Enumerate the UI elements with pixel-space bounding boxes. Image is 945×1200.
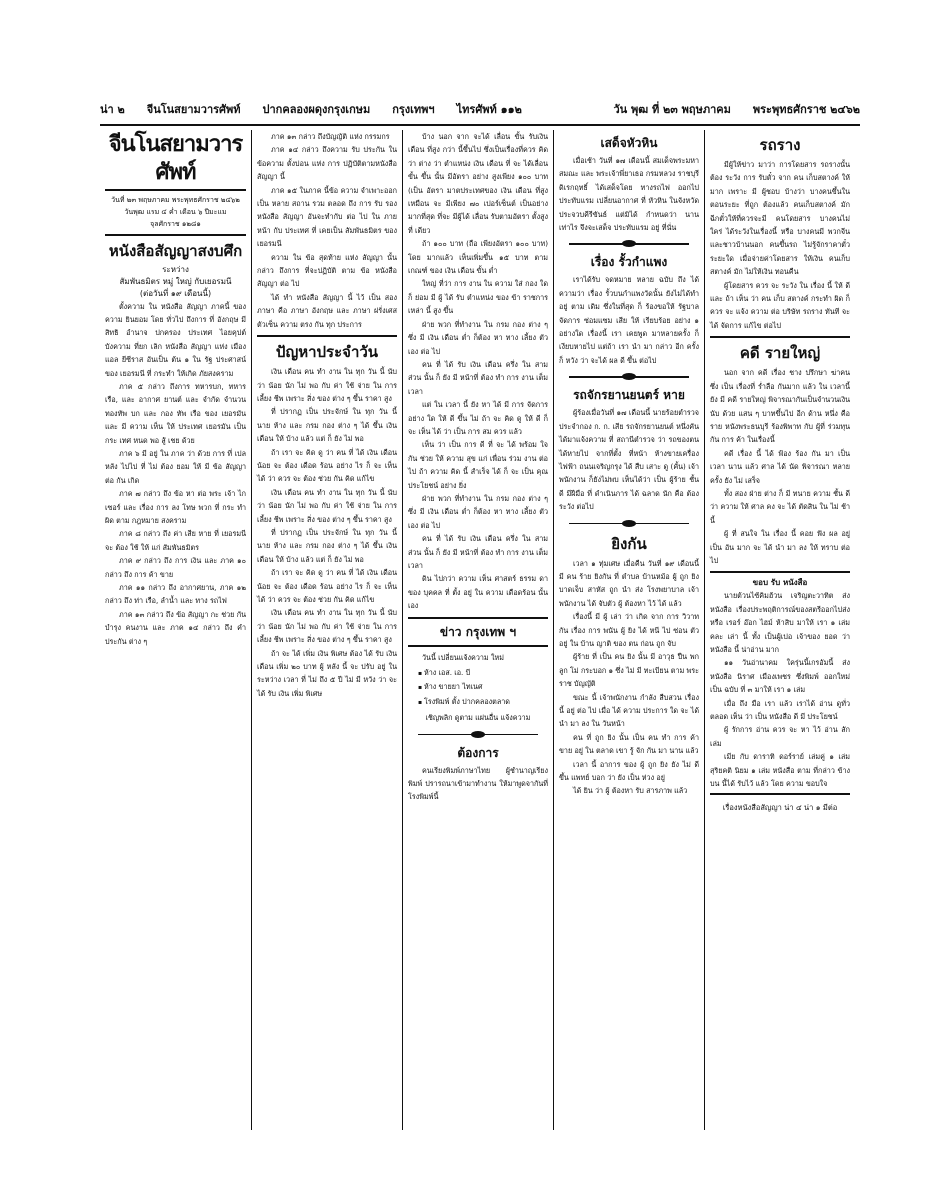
salary-paragraph: ฝ่าย พวก ที่ทำงาน ใน กรม กอง ต่าง ๆ ซึ่ง มี เงิน เดือน ต่ำ ก็ต้อง หา ทาง เลี้ยง ตัว เอง ต่อ ไป [408, 493, 548, 530]
treaty-paragraph: ภาค ๗ กล่าว ถึง ข้อ หา ต่อ พระ เจ้า ไกเซอร์ และ เรื่อง การ ลง โทษ พวก ที่ กระ ทำ ผิด ตาม กฎหมาย สงคราม [105, 489, 246, 525]
tram-paragraph: มีผู้ให้ข่าว มาว่า การโดยสาร รถรางนั้น ต้อง ระวัง การ รับตั๋ว จาก คน เก็บสตางค์ ให้มาก เพราะ มี ผู้ชอบ บ้างว่า บางคนขึ้นใน ตอนระยะ ที่ถูก ต้องแล้ว คนเก็บสตางค์ มัก ฉีกตั๋วให้ที่ควรจะมี คนโดยสาร บางคนไม่ ใคร่ ได้ระวังในเรื่องนี้ หรือ บางคนมี พวกจีน และชาวบ้านนอก คนขึ้นรถ ไม่รู้จักราคาตั๋ว ระยะใด เมื่อจ่ายค่าโดยสาร ให้เงิน คนเก็บสตางค์ มัก ไม่ให้เงิน ทอนคืน [710, 160, 850, 277]
salary-paragraph: ฝ่าย พวก ที่ทำงาน ใน กรม กอง ต่าง ๆ ซึ่ง มี เงิน เดือน ต่ำ ก็ต้อง หา ทาง เลี้ยง ตัว เอง ต่อ ไป [408, 319, 548, 356]
header-date: วัน พุฒ ที่ ๒๓ พฤษภาคม [613, 103, 731, 116]
treaty-parties: สัมพันธมิตร หมู่ ใหญ่ กับเยอรมนี [119, 276, 232, 286]
treaty-continuation: (ต่อวันที่ ๑๙ เดือนนี้) [139, 288, 212, 298]
header-telephone: ไทรศัพท์ ๑๑๒ [456, 103, 522, 116]
ornament-divider [569, 239, 689, 248]
wanted-text: คนเรียงพิมพ์ภาษาไทย ผู้ชำนาญเรียงพิมพ์ ปรารถนาเข้ามาทำงาน ให้มาพูดจากันที่โรงพิมพ์นี้ [408, 765, 548, 802]
tram-paragraph: ผู้โดยสาร ควร จะ ระวัง ใน เรื่อง นี้ ให้ ดี และ ถ้า เห็น ว่า คน เก็บ สตางค์ กระทำ ผิด ก็ ควร จะ แจ้ง ความ ต่อ บริษัท รถราง ทันที จะ ได้ จัดการ แก้ไข ต่อไป [710, 280, 850, 330]
salary-paragraph: ดิน ไปกว่า ความ เห็น ศาสตร์ ธรรม ดา ของ บุคคล ที่ ตั้ง อยู่ ใน ความ เดือดร้อน นั้น เอง [408, 574, 548, 611]
royal-visit-paragraph: เมื่อเช้า วันที่ ๑๗ เดือนนี้ สมเด็จพระมหาสมณะ และ พระเจ้าพี่ยาเธอ กรมหลวง ราชบุรีดิเรกฤทธิ์ ได้เสด็จโดย ทางรถไฟ ออกไป ประทับแรม เปลี่ยนอากาศ ที่ หัวหิน ในจังหวัด ประจวบคีรีขันธ์ แต่มิได้ กำหนดว่า นานเท่าไร จึงจะเสด็จ ประทับแรม อยู่ ที่นั่น [559, 156, 699, 233]
newspaper-page [100, 96, 860, 1136]
treaty-part-paragraph: ภาค ๑๔ กล่าว ถึงความ รับ ประกัน ใน ข้อความ ตั้งบ่อน แห่ง การ ปฏิบัติตามหนังสือ สัญญา นี้ [257, 145, 397, 182]
footer-rule [710, 793, 850, 795]
column-1 [100, 130, 251, 1130]
bicycle-theft-paragraph: ผู้ร้องเมื่อวันที่ ๑๗ เดือนนี้ นายร้อยตำรวจ ประจำกอง ก. ก. เสีย รถจักรยานยนต์ หนึ่งคัน ได้มาแจ้งความ ที่ สถานีตำรวจ ว่า รถของตน ได้หายไป จากที่ตั้ง ที่หน้า ห้างขายเครื่องไฟฟ้า ถนนเจริญกรุง ได้ สืบ เสาะ ดู (คั้น) เจ้าพนักงาน ก็ยังไม่พบ เห็นได้ว่า เป็น ผู้ร้าย ชั้น ดี มีฝีมือ ที่ ดำเนินการ ได้ ฉลาด นัก คือ ต้อง ระวัง ต่อไป [559, 408, 699, 512]
masthead-lunar-date: วันพุฒ แรม ๔ ค่ำ เดือน ๖ ปีมะแม [124, 207, 227, 216]
treaty-part-paragraph: ภาค ๑๕ ในภาค นี้ข้อ ความ จำเพาะออก เป็น หลาย สถาน รวม ตลอด ถึง การ รับ รอง หนังสือ สัญญา อันจะทำกับ ต่อ ไป ใน ภาย หน้า กับ ประเทศ ที่ เคยเป็น สัมพันธมิตร ของ เยอรมนี [257, 185, 397, 249]
salary-paragraph: บ้าง นอก จาก จะได้ เลื่อน ขั้น รับเงิน เดือน ที่สูง กว่า นี้ขึ้นไป ซึ่งเป็นเรื่องที่ควร คิดว่า ต่าง ว่า ตำแหน่ง เงิน เดือน ที่ จะ ได้เลื่อน ขั้น ขึ้น นั้น มีอัตรา อย่าง สูงเพียง ๑๐๐ บาท (เป็น อัตรา มาตประเทศของ เงิน เดือน ที่สูงเหมือน จะ มีเพียง ๗๐ เปอร์เซ็นต์ เป็นอย่าง มากที่สุด ที่จะ มีผู้ได้ เลื่อน รับตามอัตรา ตั้งสูง ที่ เดียว [408, 132, 548, 235]
page-number: น่า ๒ [100, 103, 125, 116]
treaty-subtitle: ระหว่าง [162, 264, 189, 274]
daily-problems-paragraph: ที่ ปรากฏ เป็น ประจักษ์ ใน ทุก วัน นี้ นาย ห้าง และ กรม กอง ต่าง ๆ ได้ ขึ้น เงิน เดือน ให้ บ้าง แล้ว แต่ ก็ ยัง ไม่ พอ [257, 527, 397, 564]
thanks-paragraph: ๑๑ วันอ่านาคม ใครุ่นนี้เกรอัมนี้ ส่งหนังสือ นิราศ เมืองเพชร ซึ่งพิมพ์ ออกใหม่ เป็น ฉบับ ที่ ๓ มาให้ เรา ๑ เล่ม [710, 658, 850, 695]
bangkok-news-item: ▪ โรงพิมพ์ ตั้ง ปากคลองตลาด [418, 695, 548, 709]
palisade-headline: เรื่อง รั้วกำแพง [590, 255, 668, 270]
daily-problems-headline: ปัญหาประจำวัน [275, 343, 379, 362]
treaty-part-paragraph: ภาค ๑๓ กล่าว ถึงบัญญัติ แห่ง กรรมกร [271, 132, 390, 141]
treaty-paragraph: ภาค ๕ กล่าว ถึงการ ทหารบก, ทหาร เรือ, และ อากาศ ยานต์ และ จำกัด จำนวน ทองทัพ บก และ กอง ทัพ เรือ ของ เยอรมัน และ มี ความ เห็น ให้ ประเทศ เยอรมัน เป็น กระ เทศ หนด พอ สู้ เชย ด้วย [105, 381, 246, 445]
masthead-era: จุลศักราช ๑๒๘๑ [150, 219, 201, 228]
thanks-paragraph: เมื่อ ถึง มือ เรา แล้ว เราได้ อ่าน ดูทั่ว ตลอด เห็น ว่า เป็น หนังสือ ดี มี ประโยชน์ [710, 698, 850, 722]
thanks-paragraph: นายต้วนไซ้คิมฮ้วน เจริญตะวาทิต ส่งหนังสือ เรื่องประพฤติการณ์ของสตรีออกไปส่ง หรือ เรอร์ อ๊อก ไฮม์ ห้าสิบ มาให้ เรา ๑ เล่ม คละ เล่า นี้ ทั้ง เป็นผู้เปอ เจ้าของ ยอด ว่า หนังสือ นี้ น่าอ่าน มาก [710, 591, 850, 654]
shooting-paragraph: คน ที่ ถูก ยิง นั้น เป็น คน ทำ การ ค้า ขาย อยู่ ใน ตลาด เขา รู้ จัก กัน มา นาน แล้ว [559, 732, 699, 756]
masthead-rule [105, 189, 246, 191]
treaty-paragraph: ภาค ๑๓ กล่าว ถึง ข้อ สัญญา กะ ช่วย กัน บำรุง คนงาน และ ภาค ๑๔ กล่าว ถึง คำ ประกัน ต่าง ๆ [105, 609, 246, 646]
daily-problems-paragraph: เงิน เดือน คน ทำ งาน ใน ทุก วัน นี้ นับ ว่า น้อย นัก ไม่ พอ กับ ค่า ใช้ จ่าย ใน การ เลี้ยง ชีพ เพราะ สิ่ง ของ ต่าง ๆ ขึ้น ราคา สูง [257, 487, 397, 524]
header-era: พระพุทธศักราช ๒๔๖๒ [752, 103, 860, 116]
daily-problems-paragraph: เงิน เดือน คน ทำ งาน ใน ทุก วัน นี้ นับ ว่า น้อย นัก ไม่ พอ กับ ค่า ใช้ จ่าย ใน การ เลี้ยง ชีพ เพราะ สิ่ง ของ ต่าง ๆ ขึ้น ราคา สูง [257, 608, 397, 645]
big-case-paragraph: คดี เรื่อง นี้ ได้ ฟ้อง ร้อง กัน มา เป็น เวลา นาน แล้ว ศาล ได้ นัด พิจารณา หลาย ครั้ง ยัง ไม่ เสร็จ [710, 448, 850, 485]
treaty-paragraph: ภาค ๖ มี อยู่ ใน ภาค ว่า ด้วย การ ที่ เปลหลัง ไปไป ที่ ไม่ ต้อง ยอม ให้ มี ข้อ สัญญา ต่อ กัน เกิด [105, 448, 246, 485]
column-5 [704, 130, 855, 1130]
continued-note: เรื่องหนังสือสัญญา น่า ๔ น่า ๑ มีต่อ [722, 802, 838, 812]
header-publisher: ปากคลองผดุงกรุงเกษม [262, 103, 371, 116]
salary-paragraph: คน ที่ ได้ รับ เงิน เดือน ครึ่ง ใน สาม ส่วน นั้น ก็ ยัง มี หน้าที่ ต้อง ทำ การ งาน เต็ม เวลา [408, 534, 548, 570]
daily-problems-paragraph: ถ้า เรา จะ คิด ดู ว่า คน ที่ ได้ เงิน เดือน น้อย จะ ต้อง เดือด ร้อน อย่าง ไร ก็ จะ เห็น ได้ ว่า ควร จะ ต้อง ช่วย กัน คิด แก้ไข [257, 568, 397, 604]
shooting-paragraph: เรื่องนี้ มี ผู้ เล่า ว่า เกิด จาก การ วิวาท กัน เรื่อง การ พนัน ผู้ ยิง ได้ หนี ไป ซ่อน ตัว อยู่ ใน บ้าน ญาติ ของ ตน ก่อน ถูก จับ [559, 612, 699, 648]
column-2 [251, 130, 402, 1130]
palisade-paragraph: เราได้รับ จดหมาย หลาย ฉบับ ถึง ได้ความว่า เรื่อง รั้วบนกำแพงวัดนั้น ยังไม่ได้ทำ อยู่ ตาม เดิม ซึ่งในที่สุด ก็ ร้องขอให้ รัฐบาล จัดการ ซ่อมแซม เสีย ให้ เรียบร้อย อย่าง ๑ อย่างใด เรื่องนี้ เรา เคยพูด มาหลายครั้ง ก็เงียบหายไป แต่ถ้า เรา นำ มา กล่าว อีก ครั้ง ก็ หวัง ว่า จะได้ ผล ดี ขึ้น ต่อไป [559, 275, 699, 365]
section-rule [257, 335, 397, 337]
treaty-headline: หนังสือสัญญาสงบศึก [108, 241, 243, 260]
ornament-divider [569, 372, 689, 381]
daily-problems-paragraph: เงิน เดือน คน ทำ งาน ใน ทุก วัน นี้ นับ ว่า น้อย นัก ไม่ พอ กับ ค่า ใช้ จ่าย ใน การ เลี้ยง ชีพ เพราะ สิ่ง ของ ต่าง ๆ ขึ้น ราคา สูง [257, 367, 397, 403]
running-header [100, 96, 860, 122]
treaty-paragraph: ภาค ๘ กล่าว ถึง ค่า เสีย หาย ที่ เยอรมนี จะ ต้อง ใช้ ให้ แก่ สัมพันธมิตร [105, 529, 246, 552]
shooting-paragraph: ขณะ นี้ เจ้าพนักงาน กำลัง สืบสวน เรื่อง นี้ อยู่ ต่อ ไป เมื่อ ได้ ความ ประการ ใด จะ ได้ นำ มา ลง ใน วันหน้า [559, 692, 699, 729]
treaty-part-paragraph: ความ ใน ข้อ สุดท้าย แห่ง สัญญา นั้น กล่าว ถึงการ ที่จะปฏิบัติ ตาม ข้อ หนังสือ สัญญา ต่อ ไป [257, 252, 397, 289]
salary-paragraph: ถ้า ๑๐๐ บาท (ถือ เพียงอัตรา ๑๐๐ บาท) โดย มากแล้ว เห็นเพิ่มขึ้น ๑๕ บาท ตาม เกณฑ์ ของ เงิน เดือน ขั้น ต่ำ [408, 239, 548, 276]
ornament-divider [569, 519, 689, 528]
section-rule [408, 617, 548, 619]
column-4 [553, 130, 704, 1130]
big-case-paragraph: นอก จาก คดี เรื่อง ชาง ปรึกษา ฆ่าคน ซึ่ง เป็น เรื่องที่ ร่ำลือ กันมาก แล้ว ใน เวลานี้ ยัง มี คดี รายใหญ่ พิจารณากันเป็นจำนวนเงิน นับ ด้วย แสน ๆ บาทขึ้นไป อีก ด้าน หนึ่ง คือ ราย หนังพระธนบุรี ร้องพิพาท กับ ผู้ที่ ร่วมทุนกัน การ ค้า ในเรื่องนี้ [710, 368, 850, 445]
thanks-paragraph: เมีย กับ ดาราทิ ดอร์ราย์ เล่มคู่ ๑ เล่ม สุริยคติ นิยม ๑ เล่ม หนังสือ ตาม ที่กล่าว ข้างบน นี้ได้ รับไว้ แล้ว โดย ความ ขอบใจ [710, 752, 850, 789]
salary-paragraph: ใหญ่ ที่ว่า การ งาน ใน ความ ใส่ กอง ใด ก็ ย่อม มี ผู้ ได้ รับ ตำแหน่ง ของ ข้า ราชการ เหล่า นี้ สูง ขึ้น [408, 279, 548, 316]
bangkok-news-outro: เชิญพลิก ดูตาม แผ่นอื่น แจ้งความ [425, 713, 531, 723]
thanks-paragraph: ผู้ รักการ อ่าน ควร จะ หา ไว้ อ่าน สัก เล่ม [710, 725, 850, 748]
salary-paragraph: เห็น ว่า เป็น การ ดี ที่ จะ ได้ พร้อม ใจ กัน ช่วย ให้ ความ สุข แก่ เพื่อน ร่วม งาน ต่อไป ถ้า ความ คิด นี้ สำเร็จ ได้ ก็ จะ เป็น คุณ ประโยชน์ อย่าง ยิ่ง [408, 440, 548, 490]
big-case-paragraph: ผู้ ที่ สนใจ ใน เรื่อง นี้ คอย ฟัง ผล อยู่ เป็น อัน มาก จะ ได้ นำ มา ลง ให้ ทราบ ต่อ ไป [710, 529, 850, 565]
header-city: กรุงเทพฯ [392, 103, 435, 116]
masthead-rule-bottom [105, 234, 246, 236]
treaty-paragraph: ตั้งความ ใน หนังสือ สัญญา ภาคนี้ ของ ความ ยินยอม โดย ทั่วไป ถึงการ ที่ อังกฤษ มีสิทธิ อำนาจ ปกครอง ประเทศ ไอยคุปต์ บังความ ที่ยก เลิก หนังสือ สัญญา แห่ง เมือง แอล ยีซีราส อันเป็น ต้น ๑ ใน รัฐ ประศาสน์ ของ เยอรมนี ที่ กระทำ ให้เกิด ภัยสงคราม [105, 301, 246, 378]
columns [100, 130, 860, 1130]
bangkok-news-headline: ข่าว กรุงเทพ ฯ [439, 624, 517, 639]
masthead-title: จีนโนสยามวารศัพท์ [108, 131, 243, 185]
treaty-paragraph: ภาค ๑๑ กล่าว ถึง อากาศยาน, ภาค ๑๒ กล่าว ถึง ท่า เรือ, ลำน้ำ และ ทาง รถไฟ [105, 583, 246, 606]
header-newspaper-name: จีนโนสยามวารศัพท์ [146, 103, 241, 116]
big-case-headline: คดี รายใหญ่ [739, 344, 821, 363]
salary-paragraph: แต่ ใน เวลา นี้ ยัง หา ได้ มี การ จัดการ อย่าง ใด ให้ ดี ขึ้น ไม่ ถ้า จะ คิด ดู ให้ ดี ก็ จะ เห็น ได้ ว่า เป็น การ สม ควร แล้ว [408, 400, 548, 436]
bangkok-news-item: ▪ ห้าง ขายยา ไทเนศ [418, 680, 548, 694]
shooting-paragraph: ได้ ยิน ว่า ผู้ ต้องหา รับ สารภาพ แล้ว [573, 786, 688, 796]
header-rule [100, 124, 860, 126]
bangkok-news-item: ▪ ห้าง เอส. เอ. บี [418, 666, 548, 680]
shooting-paragraph: ผู้ร้าย ที่ เป็น คน ยิง นั้น มี อาวุธ ปืน พก ลูก โม่ กระบอก ๑ ซึ่ง ไม่ มี ทะเบียน ตาม พระ ราช บัญญัติ [559, 652, 699, 689]
shooting-paragraph: เวลา นี้ อาการ ของ ผู้ ถูก ยิง ยัง ไม่ ดี ขึ้น แพทย์ บอก ว่า ยัง เป็น ห่วง อยู่ [559, 759, 699, 783]
ornament-divider [418, 730, 538, 739]
treaty-paragraph: ภาค ๙ กล่าว ถึง การ เงิน และ ภาค ๑๐ กล่าว ถึง การ ค้า ขาย [105, 556, 246, 579]
column-3 [402, 130, 553, 1130]
daily-problems-paragraph: ถ้า เรา จะ คิด ดู ว่า คน ที่ ได้ เงิน เดือน น้อย จะ ต้อง เดือด ร้อน อย่าง ไร ก็ จะ เห็น ได้ ว่า ควร จะ ต้อง ช่วย กัน คิด แก้ไข [257, 447, 397, 484]
royal-visit-headline: เสด็จหัวหิน [600, 136, 658, 150]
tram-headline: รถราง [759, 136, 801, 154]
big-case-paragraph: ทั้ง สอง ฝ่าย ต่าง ก็ มี ทนาย ความ ชั้น ดี ว่า ความ ให้ ศาล คง จะ ได้ ตัดสิน ใน ไม่ ช้า นี้ [710, 488, 850, 525]
bangkok-news-intro: วันนี้ เปลี่ยนแจ้งความ ใหม่ [422, 652, 504, 662]
section-rule [408, 645, 548, 647]
treaty-part-paragraph: ได้ ทำ หนังสือ สัญญา นี้ ไว้ เป็น สอง ภาษา คือ ภาษา อังกฤษ และ ภาษา ฝรั่งเศส ตัวเซ็น ความ ตรง กัน ทุก ประการ [257, 292, 397, 329]
shooting-paragraph: เวลา ๑ ทุ่มเศษ เมื่อคืน วันที่ ๑๙ เดือนนี้ มี คน ร้าย ยิงกัน ที่ ตำบล บ้านหม้อ ผู้ ถูก ยิง บาดเจ็บ สาหัส ถูก นำ ส่ง โรงพยาบาล เจ้าพนักงาน ได้ จับตัว ผู้ ต้องหา ไว้ ได้ แล้ว [559, 558, 699, 608]
section-rule [710, 336, 850, 338]
daily-problems-paragraph: ที่ ปรากฏ เป็น ประจักษ์ ใน ทุก วัน นี้ นาย ห้าง และ กรม กอง ต่าง ๆ ได้ ขึ้น เงิน เดือน ให้ บ้าง แล้ว แต่ ก็ ยัง ไม่ พอ [257, 407, 397, 444]
masthead-date: วันที่ ๒๓ พฤษภาคม พระพุทธศักราช ๒๔๖๒ [111, 195, 240, 204]
daily-problems-paragraph: ถ้า จะ ได้ เพิ่ม เงิน พิเศษ ต้อง ได้ รับ เงิน เดือน เพิ่ม ๒๐ บาท ผู้ หลัง นี้ จะ ปรับ อยู่ ใน ระหว่าง เวลา ที่ ไม่ ถึง ๕ ปี ไม่ มี หวัง ว่า จะ ได้ รับ เงิน เพิ่ม พิเศษ [257, 648, 397, 698]
shooting-headline: ยิงกัน [611, 534, 647, 553]
bangkok-news-list [408, 666, 548, 709]
salary-paragraph: คน ที่ ได้ รับ เงิน เดือน ครึ่ง ใน สาม ส่วน นั้น ก็ ยัง มี หน้าที่ ต้อง ทำ การ งาน เต็ม เวลา [408, 359, 548, 396]
section-rule [710, 571, 850, 573]
thanks-headline: ขอบ รับ หนังสือ [752, 578, 808, 588]
bicycle-theft-headline: รถจักรยานยนตร์ หาย [573, 388, 685, 403]
wanted-headline: ต้องการ [457, 745, 499, 760]
